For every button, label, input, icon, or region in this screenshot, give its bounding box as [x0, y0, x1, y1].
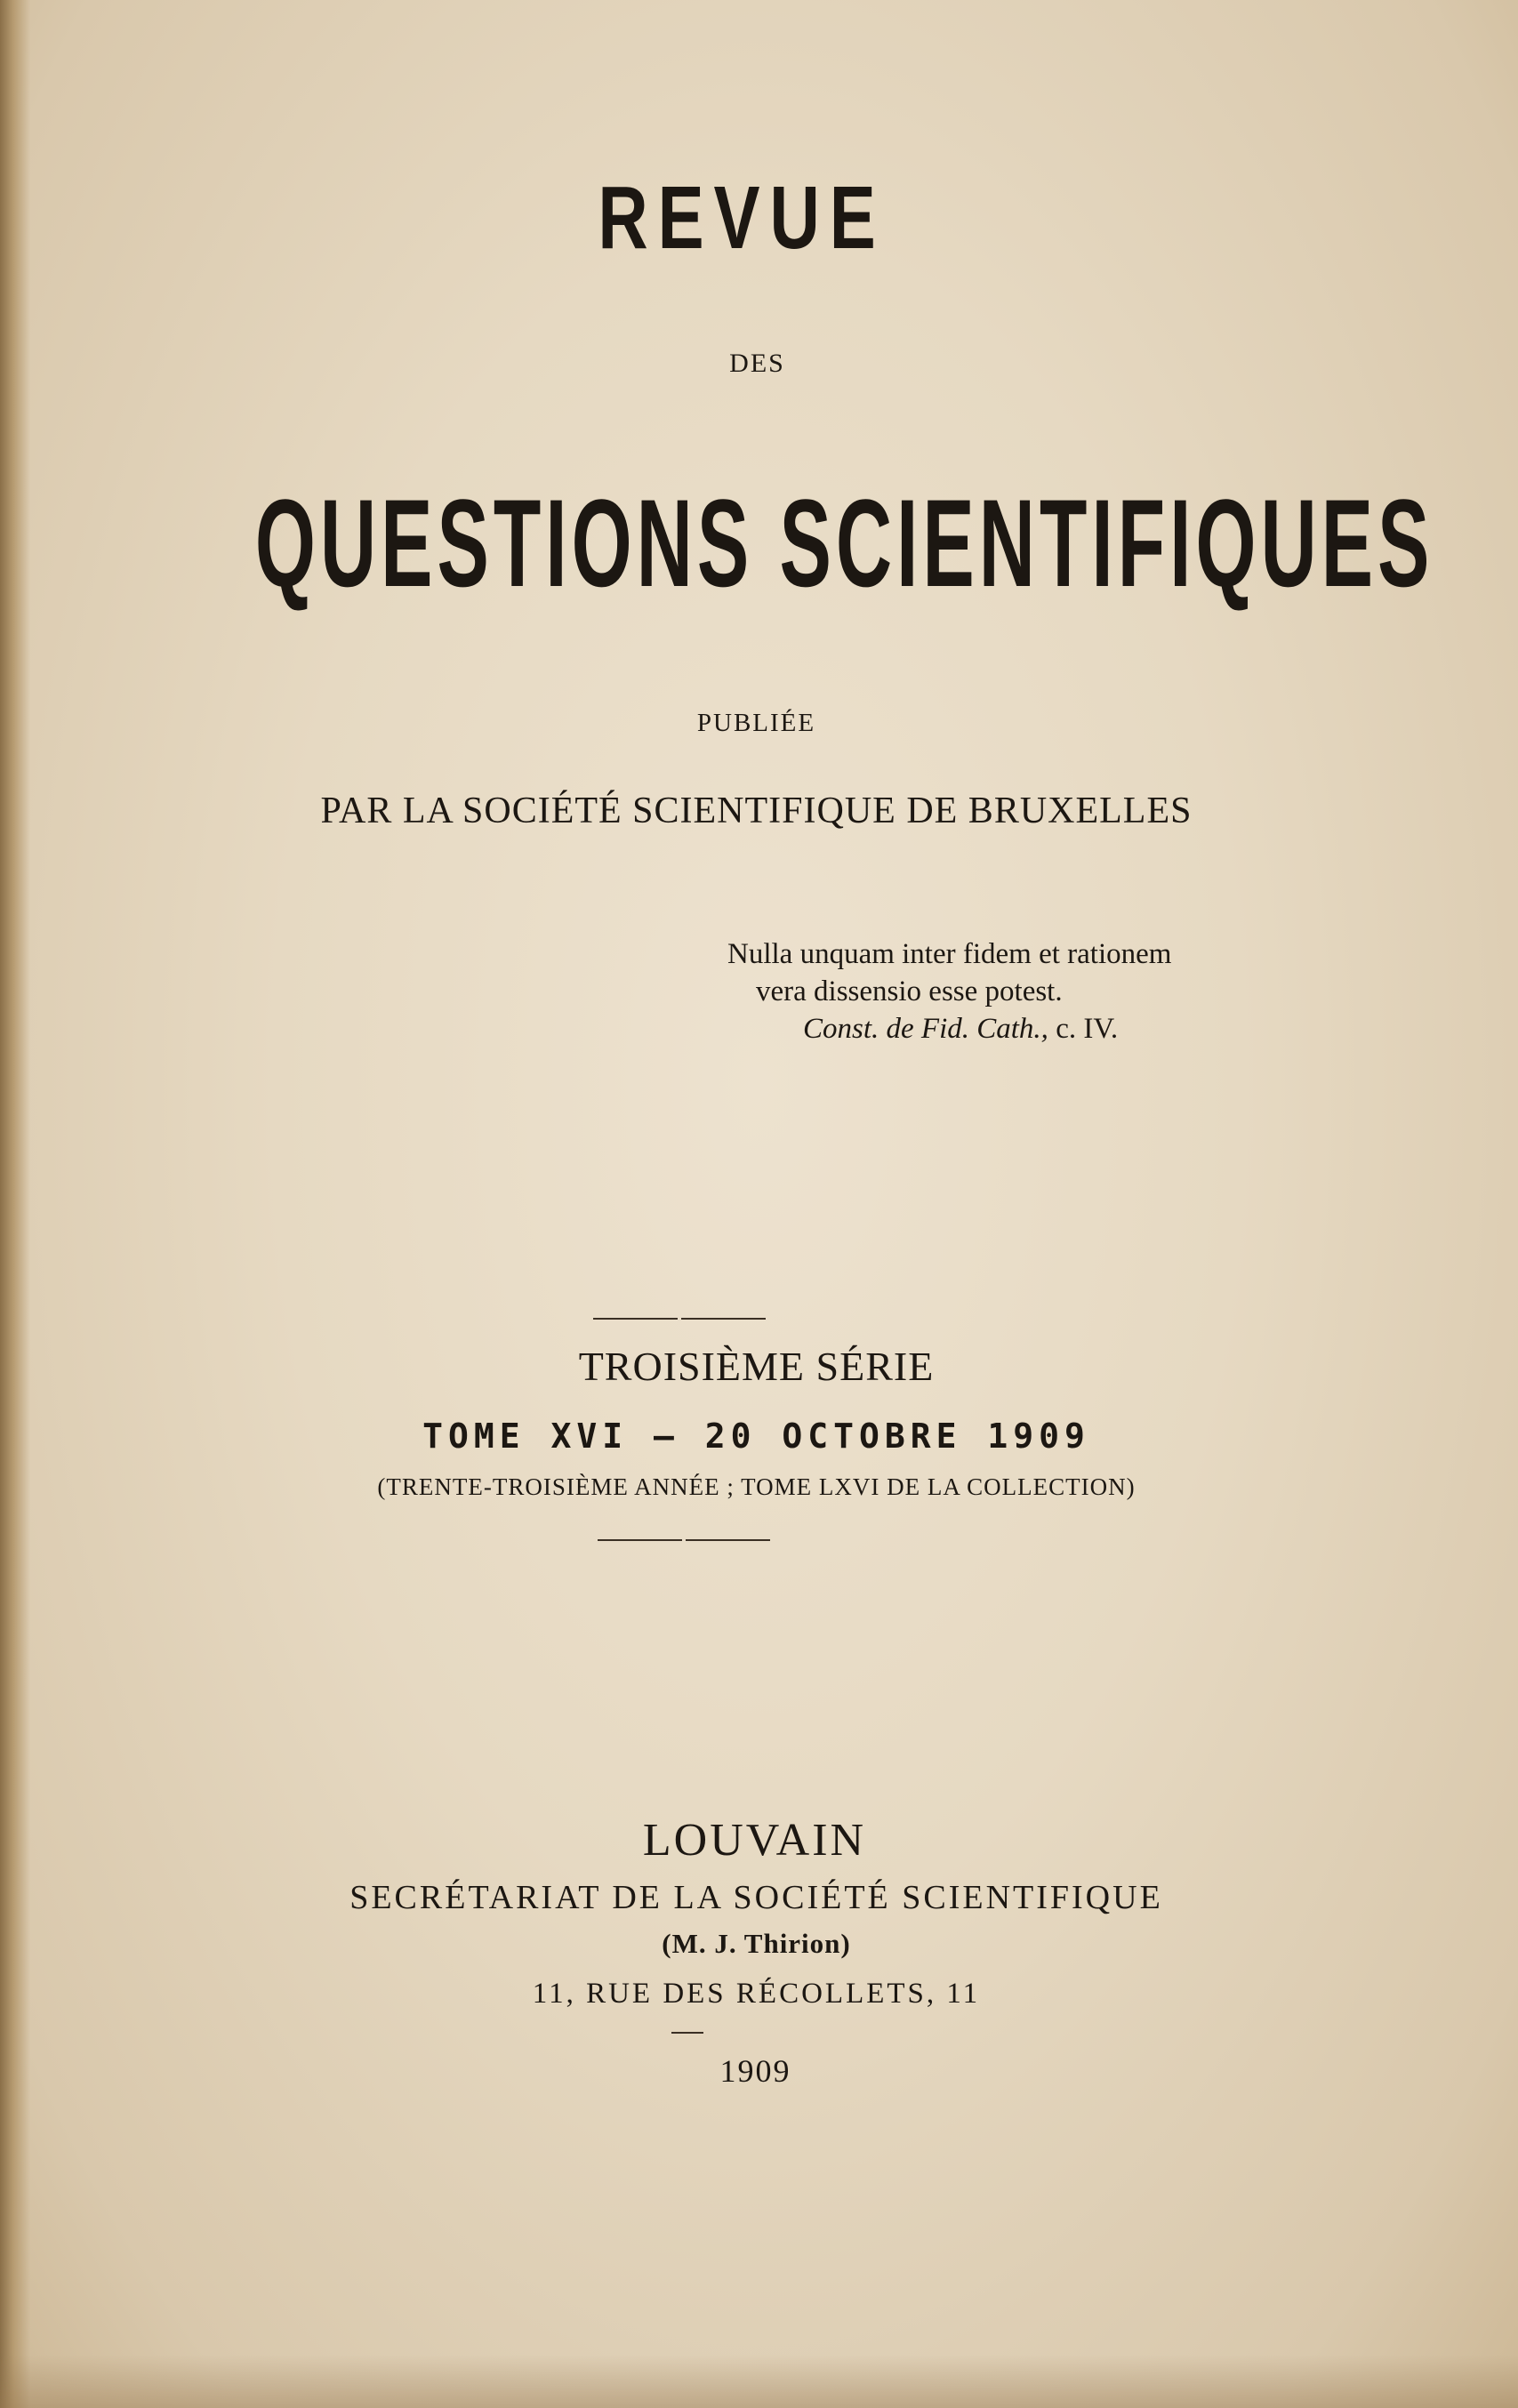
collection-note: (TRENTE-TROISIÈME ANNÉE ; TOME LXVI DE LA COLLECTION)	[377, 1473, 1136, 1500]
page-edge-shading	[0, 2355, 1518, 2408]
journal-title-des: DES	[729, 349, 785, 378]
journal-main-title: QUESTIONS SCIENTIFIQUES	[254, 473, 1434, 613]
imprint-city: LOUVAIN	[642, 1815, 867, 1866]
publisher-line: PAR LA SOCIÉTÉ SCIENTIFIQUE DE BRUXELLES	[320, 791, 1193, 831]
epigraph-source-title: Const. de Fid. Cath.,	[803, 1013, 1048, 1045]
series-label: TROISIÈME SÉRIE	[578, 1344, 935, 1389]
divider-rule-top-right	[681, 1318, 766, 1320]
divider-rule-bottom-right	[686, 1539, 770, 1541]
published-label: PUBLIÉE	[696, 709, 816, 737]
imprint-address: 11, RUE DES RÉCOLLETS, 11	[532, 1978, 981, 2010]
epigraph-source-ref: c. IV.	[1048, 1013, 1119, 1045]
imprint-secretariat: SECRÉTARIAT DE LA SOCIÉTÉ SCIENTIFIQUE	[349, 1879, 1163, 1916]
epigraph-source	[727, 1010, 1171, 1047]
epigraph-line-1: Nulla unquam inter fidem et rationem	[727, 938, 1172, 970]
epigraph	[727, 935, 1171, 1047]
divider-rule-year	[671, 2032, 703, 2034]
volume-date-line: TOME XVI — 20 OCTOBRE 1909	[422, 1417, 1090, 1456]
journal-title-revue: REVUE	[598, 168, 886, 268]
imprint-agent: (M. J. Thirion)	[662, 1928, 851, 1959]
divider-rule-top-left	[593, 1318, 678, 1320]
imprint-year: 1909	[719, 2053, 791, 2089]
divider-rule-bottom-left	[598, 1539, 682, 1541]
epigraph-line-2: vera dissensio esse potest.	[756, 975, 1063, 1007]
